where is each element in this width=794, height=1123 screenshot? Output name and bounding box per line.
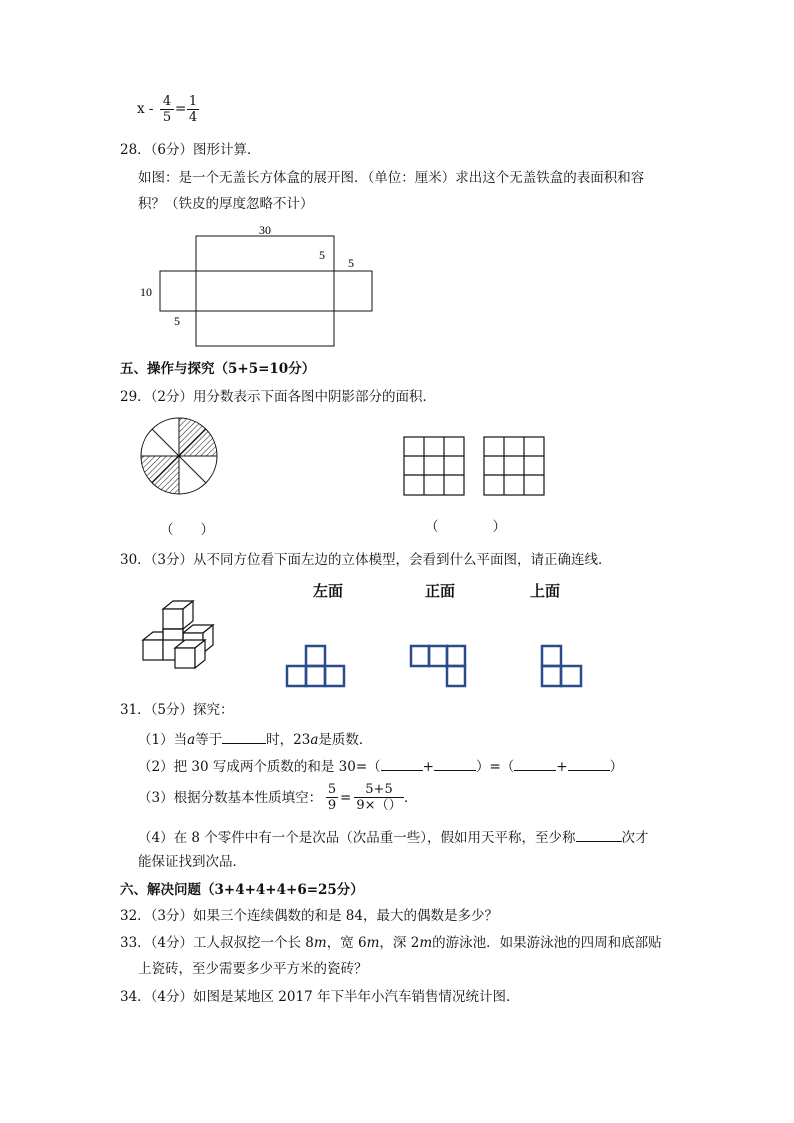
view-label-front: 正面 xyxy=(425,582,456,600)
q33-b: ，宽 6 xyxy=(326,935,367,951)
q31-p4-line1b: 次才 xyxy=(621,830,649,846)
answer-blank[interactable] xyxy=(222,729,266,744)
q28-text-line2: 积？（铁皮的厚度忽略不计） xyxy=(138,196,314,212)
section6-title: 六、解决问题（3+4+4+4+6=25分） xyxy=(120,882,364,898)
q27-fraction-a-num: 4 xyxy=(162,94,172,109)
net-label-length: 30 xyxy=(259,223,271,237)
q31-p1-a: （1）当 xyxy=(138,732,188,748)
q31-p2-mid: ）=（ xyxy=(475,759,515,775)
q27-fraction-a-den: 5 xyxy=(162,110,172,125)
q31-heading: 31．（5分）探究： xyxy=(120,702,234,718)
answer-blank[interactable] xyxy=(568,756,610,771)
answer-blank[interactable] xyxy=(434,756,476,771)
q33-line1 xyxy=(120,934,662,952)
q31-p3-frac1-num: 5 xyxy=(327,782,337,797)
view-shape-top xyxy=(542,646,581,686)
unit-m: m xyxy=(313,935,327,951)
var-a: a xyxy=(310,732,319,748)
answer-blank[interactable] xyxy=(514,756,556,771)
q31-p3-end: ． xyxy=(404,790,418,806)
q27-fraction-b-den: 4 xyxy=(188,110,198,125)
q28-text-line1: 如图：是一个无盖长方体盒的展开图．（单位：厘米）求出这个无盖铁盒的表面积和容 xyxy=(138,170,645,186)
q27-equals: = xyxy=(175,101,187,117)
q31-p3-frac1-den: 9 xyxy=(327,798,337,813)
view-label-left: 左面 xyxy=(313,582,344,600)
q31-p1-d: 是质数． xyxy=(318,732,373,748)
q27-prefix: x - xyxy=(137,101,154,117)
q33-c: ，深 2 xyxy=(379,935,420,951)
q29-heading: 29．（2分）用分数表示下面各图中阴影部分的面积． xyxy=(120,389,437,405)
section5-title: 五、操作与探究（5+5=10分） xyxy=(120,361,316,377)
unit-m: m xyxy=(366,935,380,951)
q31-p3-a: （3）根据分数基本性质填空： xyxy=(138,790,323,806)
q31-p2-end: ） xyxy=(609,759,624,775)
answer-blank[interactable] xyxy=(576,827,622,842)
plus-sign: + xyxy=(422,759,434,775)
q31-part1 xyxy=(138,729,372,749)
net-label-height-bottom: 5 xyxy=(174,314,180,328)
q32-text: 32．（3分）如果三个连续偶数的和是 84，最大的偶数是多少？ xyxy=(120,908,498,924)
q31-p2-a: （2）把 30 写成两个质数的和是 30=（ xyxy=(138,759,381,775)
q30-heading: 30．（3分）从不同方位看下面左边的立体模型，会看到什么平面图，请正确连线． xyxy=(120,552,612,568)
q31-part2 xyxy=(138,756,623,776)
net-label-height-right: 5 xyxy=(348,256,354,270)
net-label-height-top: 5 xyxy=(319,248,325,262)
view-shape-front xyxy=(411,646,465,686)
q29-answer-left[interactable]: （ ） xyxy=(160,522,214,538)
q31-p4-line2: 能保证找到次品． xyxy=(138,854,246,870)
q34-text: 34．（4分）如图是某地区 2017 年下半年小汽车销售情况统计图． xyxy=(120,989,520,1005)
q31-p1-b: 等于 xyxy=(195,732,223,748)
net-label-width-left: 10 xyxy=(140,285,152,299)
q28-heading: 28．（6分）图形计算． xyxy=(120,142,261,158)
cube-model xyxy=(143,601,213,668)
q31-p1-c: 时，23 xyxy=(266,732,311,748)
q29-answer-right[interactable]: （ ） xyxy=(425,519,506,535)
q31-p3-frac2-num: 5+5 xyxy=(365,782,393,797)
q31-p3-eq: = xyxy=(340,790,352,806)
answer-blank[interactable] xyxy=(381,756,423,771)
q31-p3-fraction2 xyxy=(354,782,404,813)
q31-p4-line1a: （4）在 8 个零件中有一个是次品（次品重一些），假如用天平称，至少称 xyxy=(138,830,576,846)
plus-sign: + xyxy=(556,759,568,775)
view-label-top: 上面 xyxy=(530,582,561,600)
q33-a: 33．（4分）工人叔叔挖一个长 8 xyxy=(120,935,314,951)
view-shape-left xyxy=(287,646,344,686)
q31-p3-fraction1 xyxy=(326,782,338,813)
q31-part4-line1 xyxy=(138,827,649,847)
q27-fraction-b-num: 1 xyxy=(188,94,198,109)
q33-line2: 上瓷砖，至少需要多少平方米的瓷砖？ xyxy=(138,961,368,977)
unit-m: m xyxy=(419,935,433,951)
q31-p3-frac2-den[interactable]: 9×（） xyxy=(356,798,402,813)
var-a: a xyxy=(187,732,196,748)
q33-d: 的游泳池．如果游泳池的四周和底部贴 xyxy=(432,935,662,951)
